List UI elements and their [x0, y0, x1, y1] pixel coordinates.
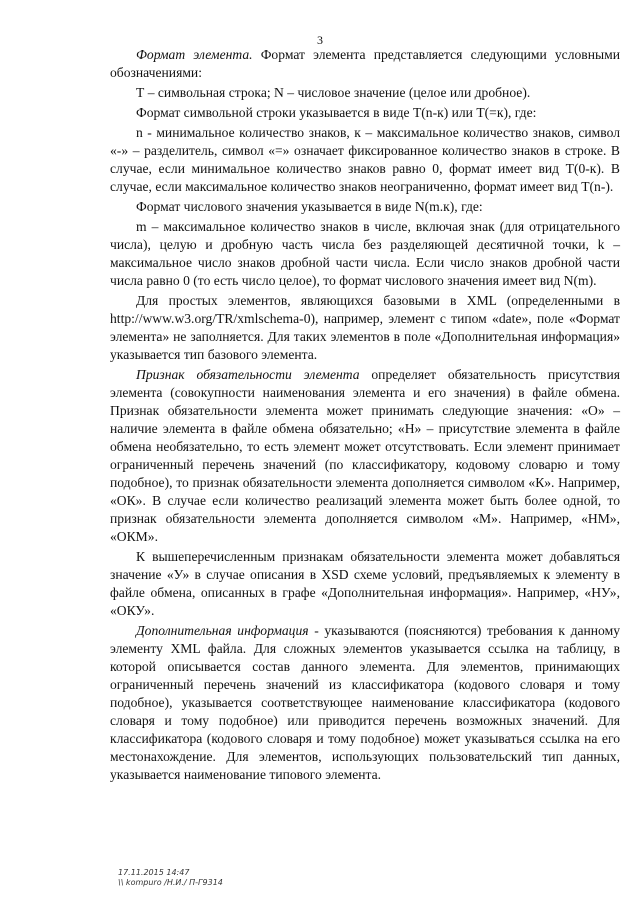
term-required-flag: Признак обязательности элемента [136, 367, 360, 382]
paragraph-number-format-definition: m – максимальное количество знаков в числе, включая знак (для отрицательного числа), целую и дробную часть числа без разделяющей десятичной точки, k – максимальное число знаков дробной части числа. Если число знаков дробной части числа равно 0 (то есть число целое), то формат числового значения имеет вид N(m). [110, 219, 620, 288]
paragraph-additional-info [110, 622, 620, 784]
footer-stamp [118, 868, 223, 888]
footer-timestamp: 17.11.2015 14:47 [118, 868, 190, 877]
paragraph-text: Формат элемента представляется следующими условными обозначениями: [110, 47, 620, 80]
paragraph-string-format: Формат символьной строки указывается в виде Т(n-к) или Т(=к), где: [136, 105, 537, 120]
term-element-format: Формат элемента. [136, 47, 253, 62]
footer-author: \\ kompuro /Н.И./ П-Г9314 [118, 878, 223, 887]
paragraph-number-format: Формат числового значения указывается в виде N(m.к), где: [136, 199, 483, 214]
paragraph-simple-elements: Для простых элементов, являющихся базовыми в XML (определенными в http://www.w3.org/TR/xmlschema-0), например, элемент с типом «date», поле «Формат элемента» не заполняется. Для таких элементов в поле «Дополнительная информация» указывается тип базового элемента. [110, 293, 620, 362]
page-number: 3 [317, 33, 323, 47]
paragraph-text: - указываются (поясняются) требования к данному элементу XML файла. Для сложных элементов указывается ссылка на таблицу, в которой описывается состав данного элемента. Для элементов, принимающих ограниченный перечень значений из классификатора (кодового словаря и тому подобное), указывается соответствующее наименование классификатора (кодового словаря и тому подобное) или приводится перечень возможных значений. Для классификатора (кодового словаря и тому подобное) может указываться ссылка на его местонахождение. Для элементов, использующих пользовательский тип данных, указывается наименование типового элемента. [110, 623, 620, 782]
term-additional-info: Дополнительная информация [136, 623, 309, 638]
paragraph-required-flag [110, 366, 620, 546]
paragraph-text: определяет обязательность присутствия элемента (совокупности наименования элемента и его значения) в файле обмена. Признак обязательности элемента может принимать следующие значения: «О» – наличие элемента в файле обмена обязательно; «Н» – присутствие элемента в файле обмена необязательно, то есть элемент может отсутствовать. Если элемент принимает ограниченный перечень значений (по классификатору, кодовому словарю и тому подобное), то признак обязательности элемента дополняется символом «К». Например, «ОК». В случае если количество реализаций элемента может быть более одной, то признак обязательности элемента дополняется символом «М». Например, «НМ», «ОКМ». [110, 367, 620, 544]
paragraph-type-legend: Т – символьная строка; N – числовое значение (целое или дробное). [136, 85, 531, 100]
paragraph-element-format [110, 46, 620, 82]
paragraph-conditional-flag: К вышеперечисленным признакам обязательности элемента может добавляться значение «У» в случае описания в XSD схеме условий, предъявляемых к элементу в файле обмена, описанных в графе «Дополнительная информация». Например, «НУ», «ОКУ». [110, 549, 620, 618]
document-body [110, 46, 620, 786]
paragraph-string-format-definition: n - минимальное количество знаков, к – максимальное количество знаков, символ «-» – разделитель, символ «=» означает фиксированное количество знаков в строке. В случае, если минимальное количество знаков равно 0, формат имеет вид Т(0-к). В случае, если максимальное количество знаков неограниченно, формат имеет вид Т(n-). [110, 125, 620, 194]
